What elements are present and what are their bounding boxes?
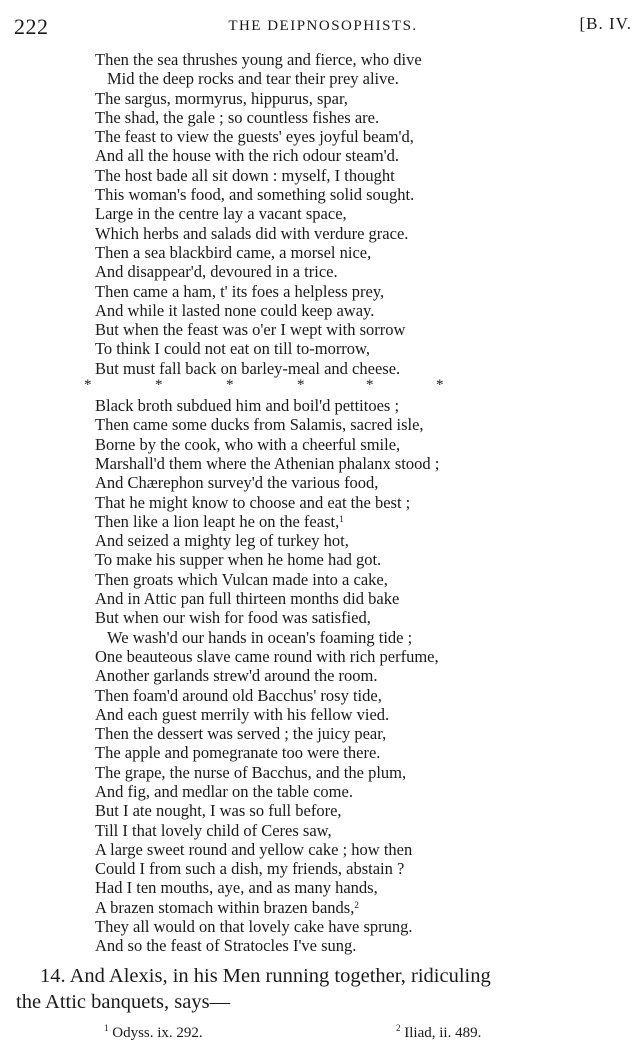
verse-line-text <box>95 50 422 69</box>
verse-line-text <box>95 512 344 531</box>
verse-text: The shad, the gale ; so countless fishes are. <box>95 107 380 127</box>
verse-text: Marshall'd them where the Athenian phalanx stood ; <box>95 453 440 473</box>
verse-line <box>0 454 642 473</box>
footnotes <box>0 1025 642 1045</box>
verse-line-text <box>95 705 389 724</box>
verse-line-text <box>95 859 404 878</box>
verse-text: The feast to view the guests' eyes joyful beam'd, <box>95 127 414 147</box>
verse-line <box>0 108 642 127</box>
verse-line <box>0 224 642 243</box>
verse-line-text <box>95 127 414 146</box>
verse-line <box>0 859 642 878</box>
verse-text: But must fall back on barley-meal and cheese. <box>95 358 401 378</box>
verse-line-text <box>95 608 371 627</box>
verse-line <box>0 550 642 569</box>
verse-text: Then came a ham, t' its foes a helpless prey, <box>95 281 385 301</box>
verse-text: The grape, the nurse of Bacchus, and the plum, <box>95 762 407 782</box>
verse-line-text <box>95 146 399 165</box>
verse-text: Till I that lovely child of Ceres saw, <box>95 820 332 840</box>
verse-text: And each guest merrily with his fellow vied. <box>95 704 390 724</box>
verse-line <box>0 146 642 165</box>
verse-text: And all the house with the rich odour steam'd. <box>95 146 400 166</box>
verse-line-text <box>95 763 406 782</box>
verse-text: They all would on that lovely cake have sprung. <box>95 917 413 937</box>
verse-line-text <box>95 473 378 492</box>
verse-line-text <box>95 224 408 243</box>
verse-text: One beauteous slave came round with rich perfume, <box>95 646 439 666</box>
verse-line-text <box>95 243 371 262</box>
verse-line <box>0 359 642 378</box>
verse-text: Mid the deep rocks and tear their prey alive. <box>107 69 399 89</box>
verse-text: Then the sea thrushes young and fierce, who dive <box>95 50 422 69</box>
verse-line <box>0 743 642 762</box>
book-reference: [B. IV. <box>579 14 632 33</box>
verse-line <box>0 589 642 608</box>
verse-line-text <box>95 782 353 801</box>
ellipsis-stars <box>0 378 642 396</box>
page-number: 222 <box>14 14 49 39</box>
verse-line-text <box>95 415 424 434</box>
verse-text: Then like a lion leapt he on the feast, <box>95 511 340 531</box>
verse-line-text <box>95 647 439 666</box>
verse-line <box>0 301 642 320</box>
footnote-reference: 1 <box>339 513 344 524</box>
verse-line-text <box>95 570 388 589</box>
prose-line: the Attic banquets, says— <box>16 991 231 1013</box>
star-mark: * <box>84 377 92 394</box>
footnote-reference: 2 <box>354 899 359 910</box>
verse-line <box>0 415 642 434</box>
verse-line-text <box>107 628 412 647</box>
verse-text: But when the feast was o'er I wept with sorrow <box>95 320 406 340</box>
verse-text: Borne by the cook, who with a cheerful smile, <box>95 434 401 454</box>
star-mark: * <box>297 377 305 394</box>
verse-line <box>0 243 642 262</box>
verse-text: Then came some ducks from Salamis, sacred isle, <box>95 415 424 435</box>
verse-line <box>0 763 642 782</box>
verse-line <box>0 339 642 358</box>
verse-line-text <box>95 204 347 223</box>
verse-line <box>0 666 642 685</box>
verse-line-text <box>95 917 413 936</box>
verse-line <box>0 801 642 820</box>
verse-line <box>0 608 642 627</box>
verse-text: And disappear'd, devoured in a trice. <box>95 262 338 282</box>
verse-line <box>0 821 642 840</box>
verse-block <box>0 50 642 956</box>
verse-line-text <box>95 320 405 339</box>
footnote-1 <box>104 1025 203 1042</box>
verse-line <box>0 705 642 724</box>
star-mark: * <box>366 377 374 394</box>
verse-text: Had I ten mouths, aye, and as many hands, <box>95 878 378 898</box>
verse-line-text <box>95 531 349 550</box>
verse-text: Then foam'd around old Bacchus' rosy tide, <box>95 685 382 705</box>
verse-text: But when our wish for food was satisfied, <box>95 608 371 628</box>
verse-line-text <box>95 821 332 840</box>
verse-text: The apple and pomegranate too were there. <box>95 743 381 763</box>
verse-text: And Chærephon survey'd the various food, <box>95 473 379 493</box>
verse-line <box>0 531 642 550</box>
verse-line-text <box>95 359 400 378</box>
verse-text: Then groats which Vulcan made into a cake, <box>95 569 388 589</box>
verse-text: Large in the centre lay a vacant space, <box>95 204 347 224</box>
verse-line-text <box>95 339 370 358</box>
verse-text: To make his supper when he home had got. <box>95 550 382 570</box>
verse-line-text <box>95 282 384 301</box>
footnote-2 <box>396 1025 481 1042</box>
verse-text: And seized a mighty leg of turkey hot, <box>95 531 349 551</box>
verse-line-text <box>95 898 359 917</box>
verse-line-text <box>95 666 377 685</box>
verse-line <box>0 512 642 531</box>
verse-text: And in Attic pan full thirteen months did bake <box>95 589 400 609</box>
verse-line-text <box>95 936 356 955</box>
verse-line-text <box>95 89 348 108</box>
verse-line-text <box>95 108 379 127</box>
verse-text: A brazen stomach within brazen bands, <box>95 897 355 917</box>
footnote-text: Odyss. ix. 292. <box>112 1025 203 1041</box>
star-mark: * <box>226 377 234 394</box>
verse-text: That he might know to choose and eat the best ; <box>95 492 411 512</box>
verse-text: Could I from such a dish, my friends, abstain ? <box>95 859 405 879</box>
footnote-text: Iliad, ii. 489. <box>404 1025 482 1041</box>
verse-text: The sargus, mormyrus, hippurus, spar, <box>95 88 348 108</box>
verse-text: Another garlands strew'd around the room. <box>95 666 378 686</box>
verse-line <box>0 50 642 69</box>
star-mark: * <box>436 377 444 394</box>
page-header <box>14 14 632 40</box>
verse-text: Which herbs and salads did with verdure grace. <box>95 223 409 243</box>
verse-line-text <box>95 262 338 281</box>
verse-line-text <box>95 589 399 608</box>
verse-line <box>0 570 642 589</box>
verse-line <box>0 917 642 936</box>
verse-text: And so the feast of Stratocles I've sung. <box>95 936 357 956</box>
verse-line <box>0 89 642 108</box>
verse-line <box>0 204 642 223</box>
verse-line <box>0 396 642 415</box>
verse-text: And fig, and medlar on the table come. <box>95 781 353 801</box>
verse-line-text <box>95 878 378 897</box>
verse-line <box>0 166 642 185</box>
verse-text: And while it lasted none could keep away. <box>95 300 375 320</box>
verse-line <box>0 282 642 301</box>
verse-line-text <box>95 454 439 473</box>
verse-text: This woman's food, and something solid sought. <box>95 185 415 205</box>
verse-text: A large sweet round and yellow cake ; how then <box>95 839 413 859</box>
prose-line: 14. And Alexis, in his Men running together, ridiculing <box>40 965 491 987</box>
verse-text: We wash'd our hands in ocean's foaming tide ; <box>107 627 413 647</box>
star-mark: * <box>155 377 163 394</box>
verse-line-text <box>95 166 395 185</box>
verse-line <box>0 724 642 743</box>
footnote-marker: 1 <box>104 1023 109 1033</box>
verse-line-text <box>95 801 342 820</box>
verse-text: Black broth subdued him and boil'd pettitoes ; <box>95 396 400 416</box>
verse-line <box>0 628 642 647</box>
verse-line-text <box>95 301 374 320</box>
verse-line <box>0 185 642 204</box>
verse-line-text <box>95 435 400 454</box>
verse-line-text <box>95 840 412 859</box>
verse-line-text <box>95 743 380 762</box>
verse-text: But I ate nought, I was so full before, <box>95 801 342 821</box>
prose-paragraph <box>16 963 626 1015</box>
verse-line-text <box>95 724 386 743</box>
verse-line-text <box>95 493 410 512</box>
verse-line <box>0 898 642 917</box>
verse-line <box>0 473 642 492</box>
verse-line-text <box>95 396 399 415</box>
verse-line <box>0 262 642 281</box>
verse-line <box>0 840 642 859</box>
verse-line <box>0 69 642 88</box>
verse-line-text <box>95 686 382 705</box>
verse-line-text <box>107 69 399 88</box>
verse-line <box>0 435 642 454</box>
verse-line <box>0 936 642 955</box>
verse-text: Then a sea blackbird came, a morsel nice, <box>95 242 372 262</box>
verse-text: To think I could not eat on till to-morrow, <box>95 339 371 359</box>
verse-line <box>0 320 642 339</box>
verse-line <box>0 493 642 512</box>
verse-line <box>0 127 642 146</box>
verse-text: Then the dessert was served ; the juicy pear, <box>95 724 387 744</box>
verse-line-text <box>95 550 381 569</box>
verse-line <box>0 647 642 666</box>
running-title: THE DEIPNOSOPHISTS. <box>228 18 418 34</box>
verse-line <box>0 686 642 705</box>
verse-line-text <box>95 185 414 204</box>
verse-line <box>0 878 642 897</box>
footnote-marker: 2 <box>396 1023 401 1033</box>
verse-line <box>0 782 642 801</box>
verse-text: The host bade all sit down : myself, I thought <box>95 165 395 185</box>
